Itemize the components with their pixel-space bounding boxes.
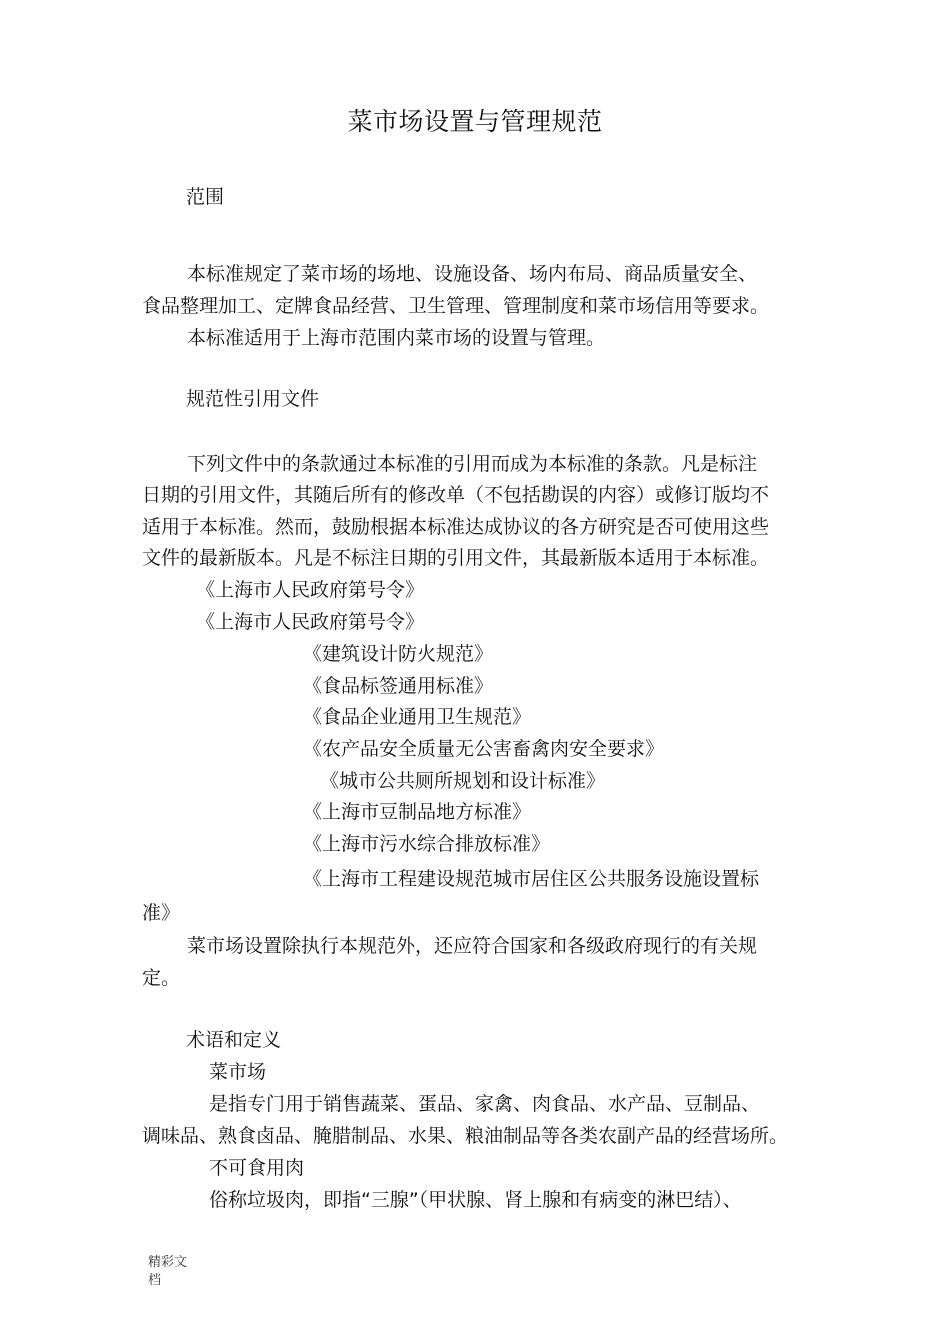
reference-item: 《上海市工程建设规范城市居住区公共服务设施设置标 [303, 868, 760, 890]
term-name: 菜市场 [209, 1061, 267, 1083]
refs-closing-line: 定。 [142, 967, 181, 989]
term-name: 不可食用肉 [209, 1157, 305, 1179]
footer-text-line: 精彩文 [148, 1255, 188, 1270]
reference-item: 《食品标签通用标准》 [303, 675, 494, 697]
reference-item: 《农产品安全质量无公害畜禽肉安全要求》 [303, 738, 665, 760]
refs-closing-line: 菜市场设置除执行本规范外，还应符合国家和各级政府现行的有关规 [187, 935, 758, 957]
refs-intro-line: 日期的引用文件，其随后所有的修改单（不包括勘误的内容）或修订版均不 [142, 484, 770, 506]
scope-paragraph-line: 食品整理加工、定牌食品经营、卫生管理、管理制度和菜市场信用等要求。 [142, 295, 770, 317]
reference-item: 《食品企业通用卫生规范》 [303, 706, 532, 728]
refs-intro-line: 适用于本标准。然而，鼓励根据本标准达成协议的各方研究是否可使用这些 [142, 516, 770, 538]
document-title: 菜市场设置与管理规范 [347, 107, 603, 136]
term-definition-line: 俗称垃圾肉，即指“三腺”（甲状腺、肾上腺和有病变的淋巴结）、 [209, 1189, 742, 1211]
reference-item: 《建筑设计防火规范》 [303, 643, 494, 665]
heading-normative-references: 规范性引用文件 [186, 388, 320, 410]
reference-item: 《上海市污水综合排放标准》 [303, 833, 551, 855]
footer-text-line: 档 [148, 1273, 162, 1288]
refs-intro-line: 下列文件中的条款通过本标准的引用而成为本标准的条款。凡是标注 [187, 453, 758, 475]
page-footer [148, 1254, 187, 1290]
heading-terms-definitions: 术语和定义 [186, 1029, 282, 1051]
refs-intro-line: 文件的最新版本。凡是不标注日期的引用文件，其最新版本适用于本标准。 [142, 547, 770, 569]
term-definition-line: 是指专门用于销售蔬菜、蛋品、家禽、肉食品、水产品、豆制品、 [209, 1093, 761, 1115]
scope-paragraph-line: 本标准适用于上海市范围内菜市场的设置与管理。 [187, 327, 606, 349]
reference-item: 《上海市人民政府第号令》 [196, 611, 425, 633]
term-definition-line: 调味品、熟食卤品、腌腊制品、水果、粮油制品等各类农副产品的经营场所。 [142, 1125, 789, 1147]
heading-scope: 范围 [186, 186, 225, 208]
reference-item-continued: 准》 [142, 902, 181, 924]
reference-item: 《城市公共厕所规划和设计标准》 [320, 770, 606, 792]
reference-item: 《上海市豆制品地方标准》 [303, 801, 532, 823]
scope-paragraph-line: 本标准规定了菜市场的场地、设施设备、场内布局、商品质量安全、 [187, 263, 758, 285]
reference-item: 《上海市人民政府第号令》 [196, 579, 425, 601]
